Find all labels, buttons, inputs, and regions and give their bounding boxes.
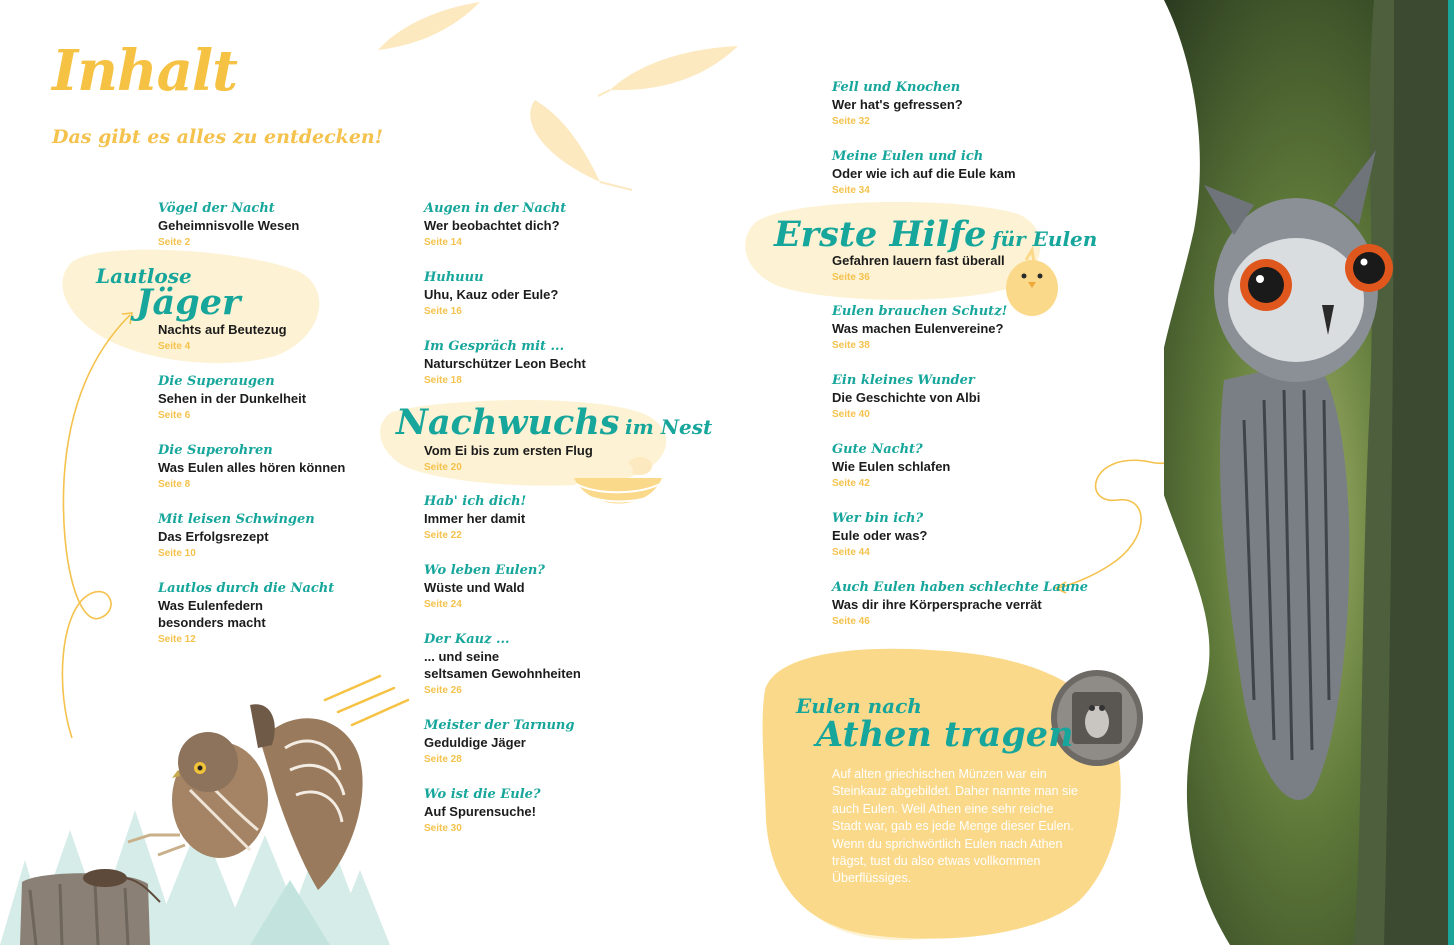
toc-page: Seite 28 (424, 754, 462, 765)
toc-kicker: Der Kauz ... (424, 632, 510, 647)
toc-page: Seite 42 (832, 478, 870, 489)
flying-owl-illustration (128, 704, 363, 890)
toc-kicker: Hab' ich dich! (424, 494, 527, 509)
toc-entry[interactable] (424, 631, 724, 700)
toc-kicker: Die Superaugen (158, 374, 275, 389)
toc-kicker: Im Gespräch mit ... (424, 339, 565, 354)
heading-erste-hilfe-big: Erste Hilfe (774, 214, 987, 255)
toc-subtitle: Naturschützer Leon Becht (424, 356, 586, 371)
toc-page: Seite 4 (158, 341, 191, 352)
toc-entry[interactable] (424, 269, 724, 321)
toc-entry[interactable] (424, 442, 724, 477)
toc-kicker: Gute Nacht? (832, 442, 923, 457)
toc-page: Seite 22 (424, 530, 462, 541)
toc-subtitle: Immer her damit (424, 511, 526, 526)
arrow-curve-left (62, 313, 132, 738)
toc-entry[interactable] (424, 717, 724, 769)
toc-entry[interactable] (424, 786, 724, 838)
toc-entry[interactable] (424, 200, 724, 252)
toc-kicker: Ein kleines Wunder (832, 373, 975, 388)
toc-page: Seite 20 (424, 462, 462, 473)
toc-kicker: Augen in der Nacht (424, 201, 567, 216)
toc-kicker: Fell und Knochen (832, 80, 961, 95)
athen-heading-line2: Athen tragen (816, 714, 1074, 755)
toc-page: Seite 8 (158, 479, 191, 490)
toc-kicker: Vögel der Nacht (158, 201, 275, 216)
toc-page: Seite 46 (832, 616, 870, 627)
toc-kicker: Meine Eulen und ich (832, 149, 984, 164)
feather-icon (378, 2, 738, 182)
toc-page: Seite 14 (424, 237, 462, 248)
toc-entry[interactable] (832, 372, 1132, 424)
toc-entry[interactable] (832, 79, 1132, 131)
toc-entry[interactable] (424, 338, 724, 390)
heading-lautlose: Lautlose (96, 264, 192, 288)
toc-page: Seite 32 (832, 116, 870, 127)
toc-kicker: Auch Eulen haben schlechte Laune (832, 580, 1088, 595)
toc-entry[interactable] (158, 373, 458, 425)
toc-entry[interactable] (158, 321, 458, 356)
toc-entry[interactable] (424, 493, 724, 545)
toc-subtitle: Was Eulenfedern besonders macht (158, 598, 266, 630)
toc-page: Seite 24 (424, 599, 462, 610)
heading-erste-hilfe (774, 214, 1097, 255)
toc-subtitle: Uhu, Kauz oder Eule? (424, 287, 559, 302)
heading-nachwuchs-small: im Nest (625, 415, 713, 439)
toc-kicker: Huhuuu (424, 270, 484, 285)
toc-entry[interactable] (158, 511, 458, 563)
toc-kicker: Eulen brauchen Schutz! (832, 304, 1008, 319)
toc-subtitle: Was machen Eulenvereine? (832, 321, 1004, 336)
toc-entry[interactable] (832, 441, 1132, 493)
toc-entry[interactable] (832, 303, 1132, 355)
toc-entry[interactable] (832, 252, 1132, 287)
toc-page: Seite 34 (832, 185, 870, 196)
toc-kicker: Mit leisen Schwingen (158, 512, 315, 527)
toc-subtitle: Nachts auf Beutezug (158, 322, 287, 337)
heading-jaeger: Jäger (136, 282, 241, 323)
scops-owl-photo (1164, 0, 1454, 945)
heading-erste-hilfe-small: für Eulen (992, 227, 1098, 251)
toc-subtitle: Eule oder was? (832, 528, 928, 543)
toc-subtitle: Oder wie ich auf die Eule kam (832, 166, 1016, 181)
toc-subtitle: Vom Ei bis zum ersten Flug (424, 443, 593, 458)
athen-heading-line1: Eulen nach (796, 694, 922, 718)
toc-subtitle: Geheimnisvolle Wesen (158, 218, 300, 233)
toc-entry[interactable] (832, 579, 1132, 631)
toc-entry[interactable] (832, 510, 1132, 562)
toc-page: Seite 44 (832, 547, 870, 558)
toc-page: Seite 36 (832, 272, 870, 283)
toc-page: Seite 40 (832, 409, 870, 420)
toc-page: Seite 38 (832, 340, 870, 351)
toc-entry[interactable] (158, 580, 458, 649)
toc-page: Seite 6 (158, 410, 191, 421)
toc-subtitle: Das Erfolgsrezept (158, 529, 269, 544)
toc-subtitle: Wie Eulen schlafen (832, 459, 951, 474)
toc-entry[interactable] (424, 562, 724, 614)
toc-entry[interactable] (158, 442, 458, 494)
toc-page: Seite 2 (158, 237, 191, 248)
toc-subtitle: ... und seine seltsamen Gewohnheiten (424, 649, 581, 681)
toc-kicker: Die Superohren (158, 443, 273, 458)
toc-subtitle: Die Geschichte von Albi (832, 390, 981, 405)
toc-subtitle: Gefahren lauern fast überall (832, 253, 1005, 268)
toc-page: Seite 16 (424, 306, 462, 317)
toc-kicker: Wer bin ich? (832, 511, 924, 526)
heading-nachwuchs-big: Nachwuchs (396, 402, 620, 443)
toc-kicker: Lautlos durch die Nacht (158, 581, 335, 596)
toc-subtitle: Geduldige Jäger (424, 735, 526, 750)
page-subtitle: Das gibt es alles zu entdecken! (52, 126, 384, 148)
toc-subtitle: Wer beobachtet dich? (424, 218, 560, 233)
athen-text: Auf alten griechischen Münzen war ein Steinkauz abgebildet. Daher nannte man sie auch Eulen. Weil Athen eine sehr reiche Stadt war, gab es jede Menge dieser Eulen. Wenn du sprichwörtlich Eulen nach Athen trägst, tust du also etwas vollkommen Überflüssiges. (832, 767, 1078, 886)
toc-kicker: Wo ist die Eule? (424, 787, 541, 802)
toc-subtitle: Wüste und Wald (424, 580, 525, 595)
toc-kicker: Wo leben Eulen? (424, 563, 545, 578)
toc-page: Seite 12 (158, 634, 196, 645)
toc-subtitle: Was Eulen alles hören können (158, 460, 346, 475)
page-title: Inhalt (52, 38, 238, 104)
toc-entry[interactable] (158, 200, 458, 252)
speed-lines (325, 676, 408, 725)
toc-entry[interactable] (832, 148, 1132, 200)
toc-subtitle: Sehen in der Dunkelheit (158, 391, 307, 406)
toc-subtitle: Wer hat's gefressen? (832, 97, 963, 112)
toc-page: Seite 26 (424, 685, 462, 696)
toc-subtitle: Auf Spurensuche! (424, 804, 536, 819)
toc-kicker: Meister der Tarnung (424, 718, 575, 733)
toc-page: Seite 10 (158, 548, 196, 559)
toc-subtitle: Was dir ihre Körpersprache verrät (832, 597, 1042, 612)
toc-page: Seite 18 (424, 375, 462, 386)
stump-illustration (20, 869, 160, 945)
toc-page: Seite 30 (424, 823, 462, 834)
